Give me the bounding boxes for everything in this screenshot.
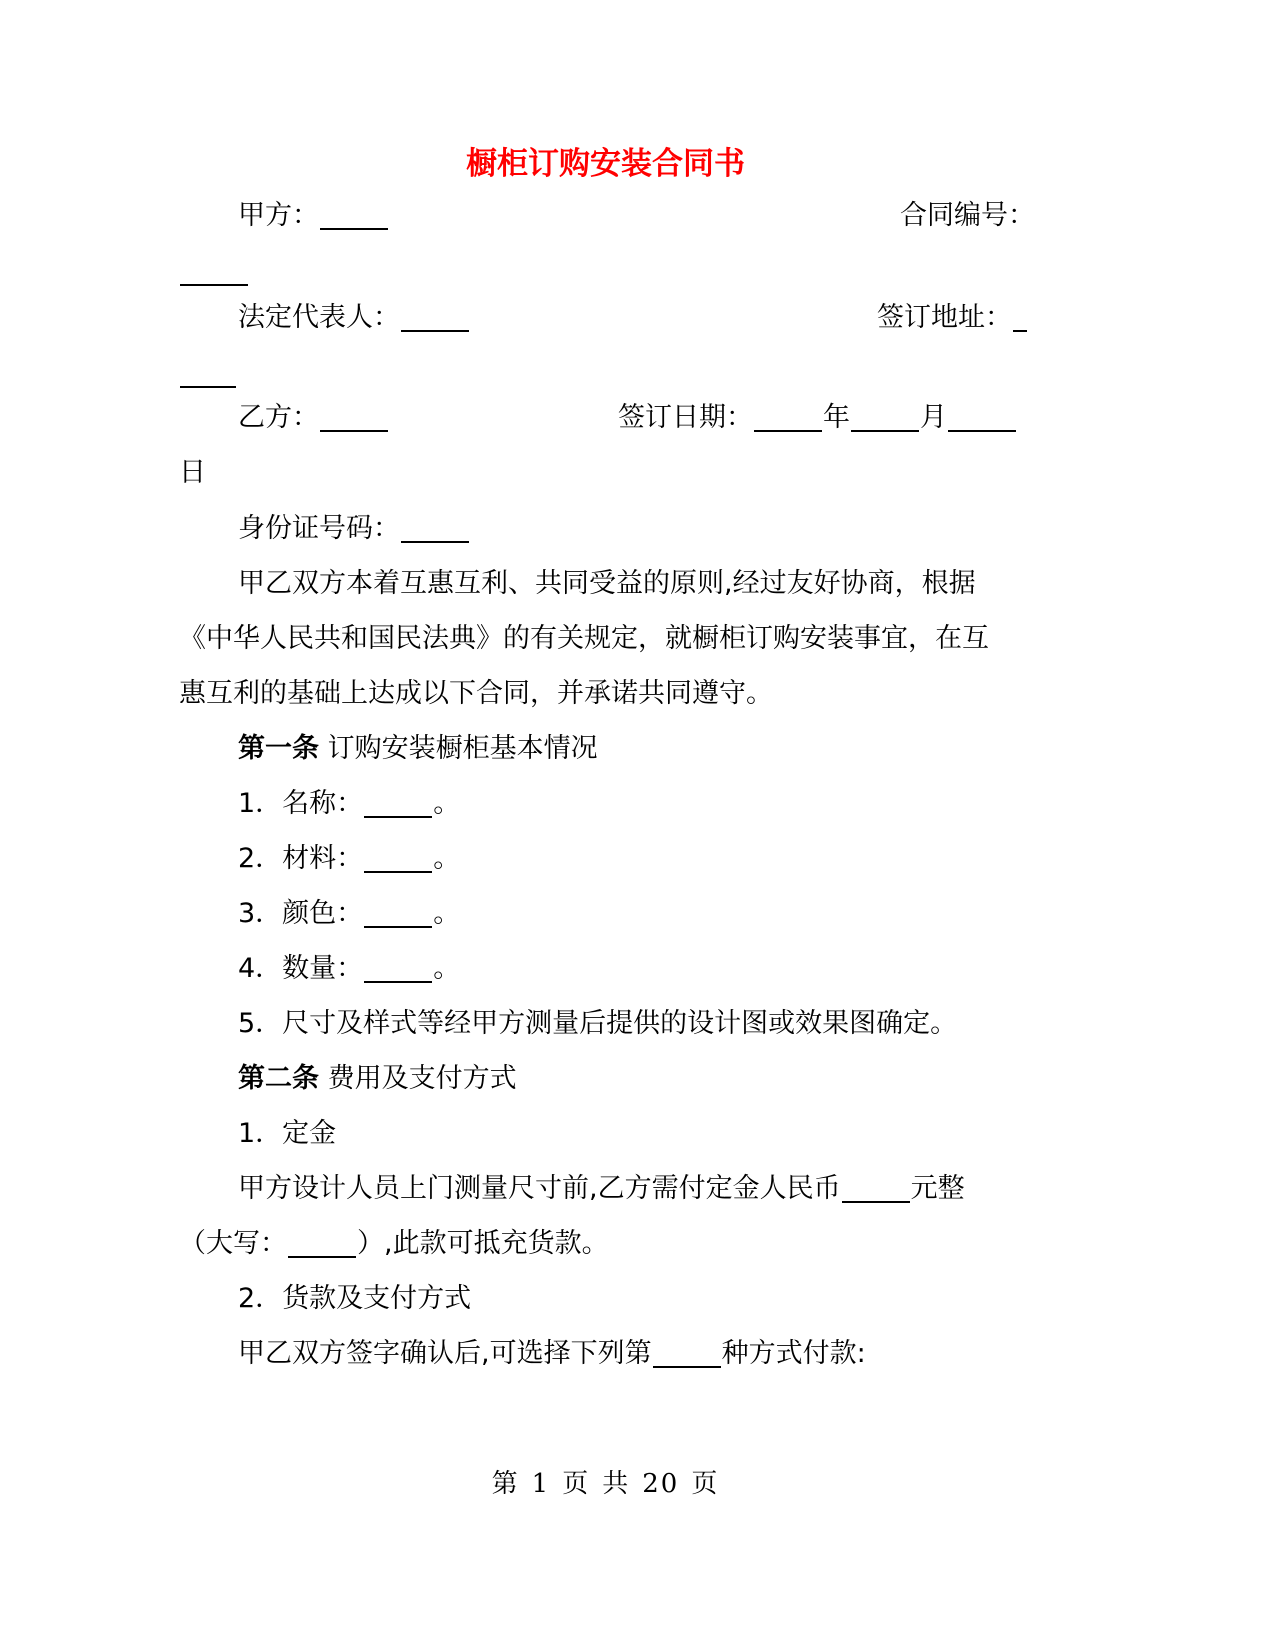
id-no-line (238, 509, 470, 549)
article1-item-color (238, 894, 460, 934)
year-label: 年 (823, 402, 850, 433)
month-blank (851, 430, 919, 432)
payment-line (238, 1334, 866, 1374)
day-label: 日 (179, 457, 206, 488)
item-period: 。 (433, 843, 461, 874)
item-period: 。 (433, 953, 461, 984)
party-b-line (238, 398, 389, 438)
legal-rep-blank (401, 330, 469, 332)
day-blank (948, 430, 1016, 432)
deposit-text-b: 元整 (910, 1173, 965, 1204)
article1-item-material (238, 839, 460, 879)
article2-sub-deposit: 1．定金 (238, 1118, 337, 1149)
article1-item-name (238, 784, 460, 824)
contract-no-line (179, 252, 249, 292)
sign-date-line (618, 398, 1017, 438)
legal-rep-label: 法定代表人： (238, 302, 400, 333)
legal-rep-line (238, 298, 470, 338)
article1-heading-line (238, 729, 598, 769)
id-no-label: 身份证号码： (238, 513, 400, 544)
footer-page-word: 页 (562, 1469, 591, 1499)
footer-page-number: 1 (531, 1469, 551, 1499)
page-footer (0, 1466, 1211, 1502)
deposit-amount-blank (842, 1201, 910, 1203)
article1-heading: 第一条 (238, 733, 319, 764)
deposit-line (238, 1169, 965, 1209)
footer-total-prefix: 共 (602, 1469, 631, 1499)
intro-line-1: 甲乙双方本着互惠互利、共同受益的原则,经过友好协商，根据 (238, 568, 976, 599)
item-period: 。 (433, 898, 461, 929)
article2-title: 费用及支付方式 (327, 1063, 517, 1094)
article1-item-quantity (238, 949, 460, 989)
item-blank (364, 816, 432, 818)
party-a-label: 甲方： (238, 200, 319, 231)
sign-place-label: 签订地址： (877, 302, 1012, 333)
intro-line-2: 《中华人民共和国民法典》的有关规定，就橱柜订购安装事宜，在互 (179, 623, 989, 654)
item-blank (364, 871, 432, 873)
article2-sub-payment: 2．货款及支付方式 (238, 1283, 472, 1314)
item-label: 2．材料： (238, 843, 364, 874)
document-title: 橱柜订购安装合同书 (466, 146, 745, 182)
party-b-blank (320, 430, 388, 432)
party-a-line (238, 196, 389, 236)
id-no-blank (401, 541, 469, 543)
sign-place-line (877, 298, 1028, 338)
party-b-label: 乙方： (238, 402, 319, 433)
deposit-capital-line (179, 1224, 609, 1264)
item-label: 1．名称： (238, 788, 364, 819)
sign-place-cont (179, 354, 237, 394)
sign-date-label: 签订日期： (618, 402, 753, 433)
payment-text-a: 甲乙双方签字确认后,可选择下列第 (238, 1338, 652, 1369)
article2-heading-line (238, 1059, 517, 1099)
sign-place-blank-b (180, 386, 236, 388)
article1-title: 订购安装橱柜基本情况 (327, 733, 598, 764)
article1-item-size: 5．尺寸及样式等经甲方测量后提供的设计图或效果图确定。 (238, 1008, 958, 1039)
month-label: 月 (920, 402, 947, 433)
payment-method-blank (653, 1366, 721, 1368)
contract-no-blank (180, 284, 248, 286)
payment-text-b: 种方式付款: (721, 1338, 866, 1369)
deposit-text-a: 甲方设计人员上门测量尺寸前,乙方需付定金人民币 (238, 1173, 841, 1204)
item-label: 3．颜色： (238, 898, 364, 929)
article2-heading: 第二条 (238, 1063, 319, 1094)
sign-place-blank-a (1013, 330, 1027, 332)
item-period: 。 (433, 788, 461, 819)
footer-total-pages: 20 (642, 1469, 680, 1499)
year-blank (754, 430, 822, 432)
capital-text-a: （大写： (179, 1228, 287, 1259)
item-label: 4．数量： (238, 953, 364, 984)
item-blank (364, 981, 432, 983)
party-a-blank (320, 228, 388, 230)
intro-line-3: 惠互利的基础上达成以下合同，并承诺共同遵守。 (179, 678, 773, 709)
contract-no-label: 合同编号： (900, 200, 1035, 231)
footer-prefix: 第 (491, 1469, 520, 1499)
capital-blank (288, 1256, 356, 1258)
footer-suffix: 页 (691, 1469, 720, 1499)
item-blank (364, 926, 432, 928)
capital-text-b: ）,此款可抵充货款。 (357, 1228, 609, 1259)
